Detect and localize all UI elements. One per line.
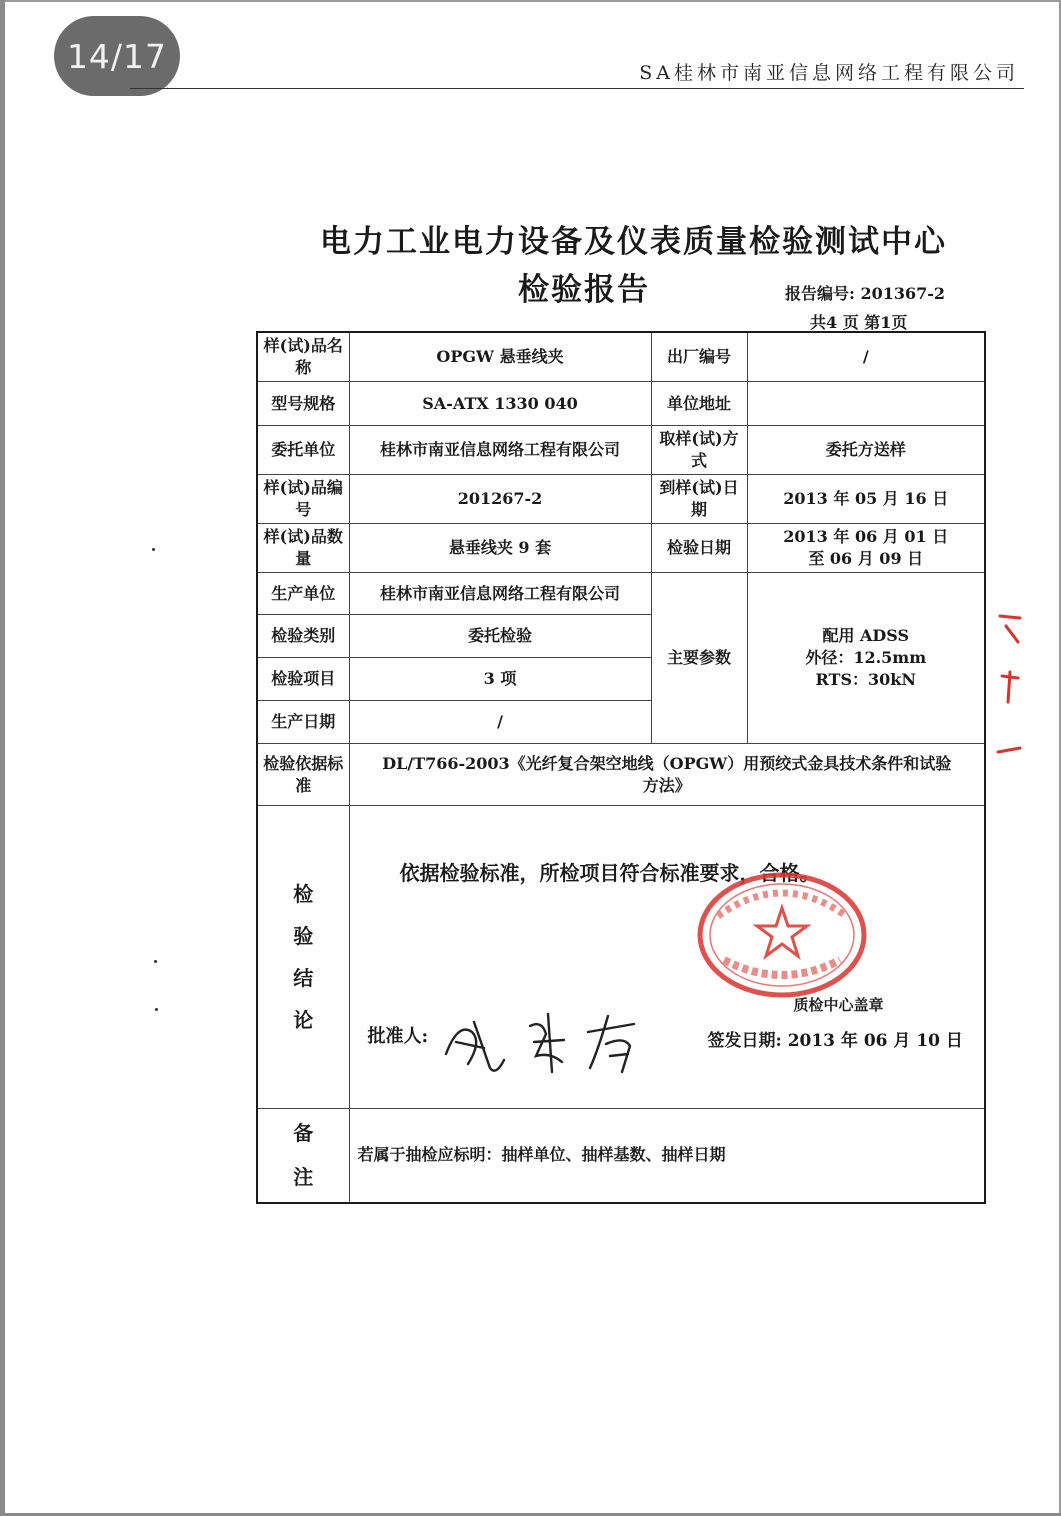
model-value: SA-ATX 1330 040 [349,382,651,426]
frame-top-edge [0,0,1061,2]
company-header: SA桂林市南亚信息网络工程有限公司 [639,62,1019,84]
table-row [257,332,985,382]
factory-no-label: 出厂编号 [651,332,747,382]
basis-value [349,744,985,806]
conclusion-text: 依据检验标准，所检项目符合标准要求，合格。 [399,861,820,885]
quantity-value: 悬垂线夹 9 套 [349,524,651,573]
sample-no-value: 201267-2 [349,475,651,524]
main-params-value [747,573,985,744]
table-row [257,426,985,475]
category-label: 检验类别 [257,615,349,658]
page-count: 共4 页 第1页 [810,313,908,332]
table-row [257,806,985,1109]
table-row [257,475,985,524]
remark-value: 若属于抽检应标明：抽样单位、抽样基数、抽样日期 [349,1109,985,1203]
manufacturer-value: 桂林市南亚信息网络工程有限公司 [349,573,651,615]
seal-note: 质检中心盖章 [793,996,884,1014]
remark-label [257,1109,349,1203]
table-row [257,382,985,426]
conclusion-area [349,806,985,1109]
quantity-label: 样(试)品数量 [257,524,349,573]
report-number: 报告编号: 201367-2 [785,284,946,303]
table-row [257,744,985,806]
unit-address-value [747,382,985,426]
main-params-label: 主要参数 [651,573,747,744]
approver-signature-icon [438,1002,658,1082]
side-seal-fragment-icon [996,612,1024,762]
sample-name-value: OPGW 悬垂线夹 [349,332,651,382]
scan-speck [154,960,157,963]
inspection-seal-icon [694,870,870,1000]
conclusion-label [257,806,349,1109]
remark-label-char: 注 [293,1165,314,1190]
page-indicator[interactable]: 14/17 [54,16,180,96]
conclusion-label-char: 结 [293,966,314,990]
inspection-date-value [747,524,985,573]
inspection-date-line1: 2013 年 06 月 01 日 [783,527,949,546]
issue-date: 签发日期: 2013 年 06 月 10 日 [707,1031,963,1051]
client-value: 桂林市南亚信息网络工程有限公司 [349,426,651,475]
remark-label-char: 备 [293,1121,314,1146]
inspection-report-table [256,331,986,1204]
unit-address-label: 单位地址 [651,382,747,426]
table-row [257,1109,985,1203]
basis-line2: 方法》 [642,775,691,795]
sample-name-label: 样(试)品名称 [257,332,349,382]
category-value: 委托检验 [349,615,651,658]
inspection-date-label: 检验日期 [651,524,747,573]
arrival-date-value: 2013 年 05 月 16 日 [747,475,985,524]
arrival-date-label: 到样(试)日期 [651,475,747,524]
model-label: 型号规格 [257,382,349,426]
basis-label: 检验依据标准 [257,744,349,806]
sampling-method-label: 取样(试)方式 [651,426,747,475]
approver-label: 批准人: [367,1026,429,1047]
report-title: 电力工业电力设备及仪表质量检验测试中心 [320,224,947,260]
scan-speck [152,548,155,551]
scan-speck [155,1008,158,1011]
main-params-line1: 配用 ADSS [822,626,910,645]
basis-line1: DL/T766-2003《光纤复合架空地线（OPGW）用预绞式金具技术条件和试验 [382,753,952,773]
items-label: 检验项目 [257,658,349,701]
frame-left-edge [0,0,5,1516]
sampling-method-value: 委托方送样 [747,426,985,475]
conclusion-label-char: 检 [293,882,314,906]
client-label: 委托单位 [257,426,349,475]
production-date-label: 生产日期 [257,701,349,744]
main-params-line3: RTS：30kN [815,670,916,689]
main-params-line2: 外径：12.5mm [805,648,927,667]
manufacturer-label: 生产单位 [257,573,349,615]
sample-no-label: 样(试)品编号 [257,475,349,524]
production-date-value: / [349,701,651,744]
conclusion-label-char: 论 [293,1008,314,1032]
inspection-date-line2: 至 06 月 09 日 [808,549,924,568]
header-rule [130,88,1024,89]
factory-no-value: / [747,332,985,382]
table-row [257,524,985,573]
report-subtitle: 检验报告 [518,272,650,308]
conclusion-label-char: 验 [293,924,314,948]
table-row [257,573,985,615]
items-value: 3 项 [349,658,651,701]
